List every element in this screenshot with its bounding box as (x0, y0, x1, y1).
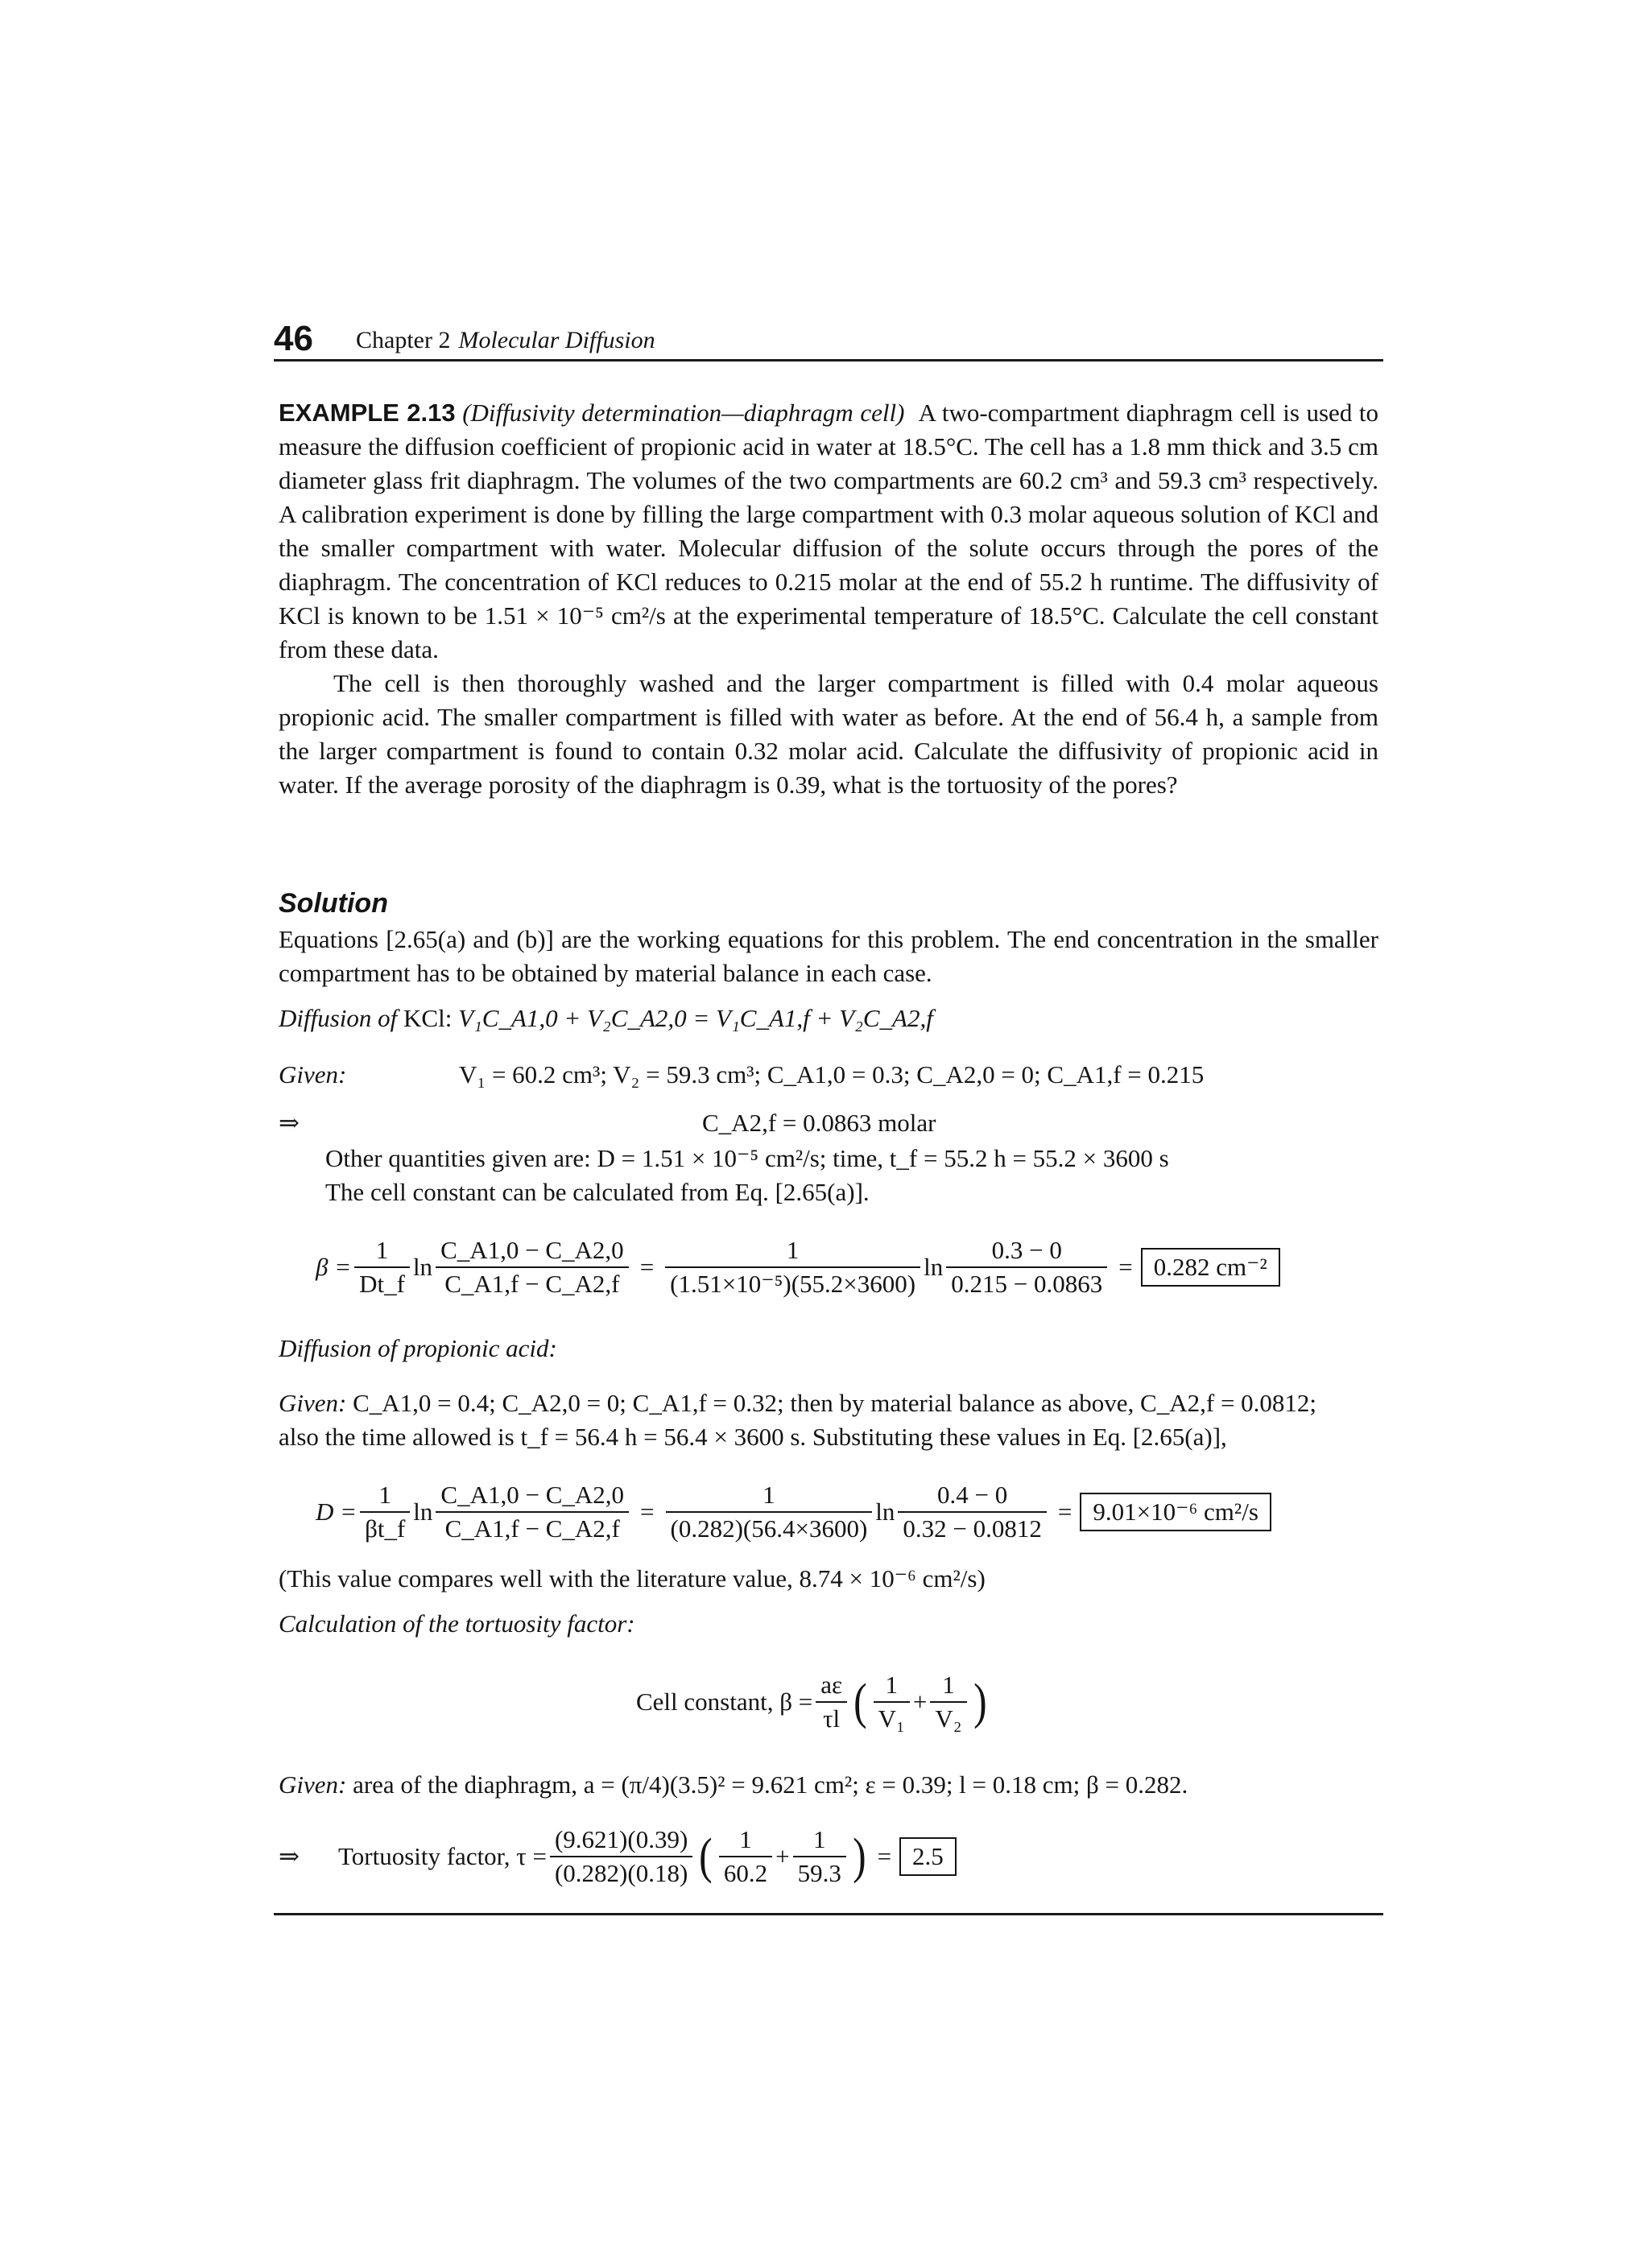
given-propionic-values-1: C_A1,0 = 0.4; C_A2,0 = 0; C_A1,f = 0.32; then by material balance as above, C_A2,f = 0.0812; (353, 1389, 1317, 1417)
cell-constant-equation (636, 1662, 990, 1742)
beta-num-1: 1 (354, 1234, 410, 1268)
given-propionic-line-2: also the time allowed is t_f = 56.4 h = 56.4 × 3600 s. Substituting these values in Eq. [2.65(a)], (279, 1423, 1227, 1451)
cc-n2: 1 (930, 1669, 966, 1703)
chapter-title: Molecular Diffusion (458, 327, 655, 353)
tau-fraction-v1 (719, 1824, 772, 1890)
beta-fraction-2 (436, 1234, 629, 1300)
tau-d2: 59.3 (797, 1859, 841, 1887)
cc-n1: 1 (874, 1669, 910, 1703)
implies-arrow: ⇒ (279, 1109, 300, 1137)
d-ln-2: ln (875, 1498, 895, 1526)
d-result-box: 9.01×10⁻⁶ cm²/s (1080, 1493, 1271, 1531)
tau-den: (0.282)(0.18) (554, 1859, 688, 1887)
d-ln-1: ln (413, 1498, 433, 1526)
d-num-3: 1 (666, 1479, 873, 1513)
implies-arrow-2: ⇒ (279, 1842, 300, 1870)
beta-ln-1: ln (412, 1253, 433, 1281)
tau-fraction-v2 (793, 1824, 846, 1890)
given-label: Given: (279, 1060, 347, 1089)
d-num-1: 1 (360, 1479, 410, 1513)
beta-lhs: β = (316, 1253, 352, 1281)
cell-constant-label: Cell constant, β = (636, 1688, 813, 1716)
tortuosity-heading-text: Calculation of the tortuosity factor: (279, 1609, 635, 1638)
kcl-label: Diffusion of (279, 1004, 398, 1032)
beta-result-box: 0.282 cm⁻² (1141, 1248, 1280, 1287)
beta-fraction-4 (946, 1234, 1107, 1300)
literature-note: (This value compares well with the literature value, 8.74 × 10⁻⁶ cm²/s) (279, 1564, 986, 1593)
d-equals-2: = (1057, 1498, 1072, 1526)
other-quantities: Other quantities given are: D = 1.51 × 10⁻⁵ cm²/s; time, t_f = 55.2 h = 55.2 × 3600 s (325, 1144, 1169, 1172)
given-area-values: area of the diaphragm, a = (π/4)(3.5)² = 9.621 cm²; ε = 0.39; l = 0.18 cm; β = 0.282. (353, 1770, 1188, 1799)
d-fraction-4 (898, 1479, 1046, 1545)
given-label-3: Given: (279, 1770, 347, 1799)
tau-plus: + (775, 1842, 790, 1870)
example-statement (279, 396, 1378, 802)
d-fraction-3 (666, 1479, 873, 1545)
given-propionic-line-1 (279, 1386, 1316, 1420)
kcl-species: KCl: (403, 1004, 453, 1032)
beta-fraction-1 (354, 1234, 410, 1300)
tau-result-box: 2.5 (899, 1837, 957, 1876)
tau-open-paren: ( (699, 1829, 713, 1884)
cc-den: τl (823, 1704, 841, 1733)
result-ca2f: C_A2,f = 0.0863 molar (702, 1109, 936, 1137)
cc-plus: + (912, 1688, 928, 1716)
solution-heading: Solution (279, 888, 388, 919)
tau-num: (9.621)(0.39) (550, 1824, 692, 1857)
example-title: (Diffusivity determination—diaphragm cell) (462, 399, 905, 427)
cc-close-paren: ) (973, 1675, 987, 1729)
beta-num-4: 0.3 − 0 (946, 1234, 1107, 1268)
example-paragraph-2: The cell is then thoroughly washed and the larger compartment is filled with 0.4 molar aqueous propionic acid. The smaller compartment is filled with water as before. At the end of 56.4 h, a sample from the larger compartment is found to contain 0.32 molar acid. Calculate the diffusivity of propionic acid in water. If the average porosity of the diaphragm is 0.39, what is the tortuosity of the pores? (279, 669, 1378, 799)
cc-fraction-main (816, 1669, 847, 1735)
footer-rule (274, 1913, 1383, 1915)
tortuosity-heading (279, 1607, 635, 1641)
given-kcl-values: V₁ = 60.2 cm³; V₂ = 59.3 cm³; C_A1,0 = 0.3; C_A2,0 = 0; C_A1,f = 0.215 (459, 1060, 1205, 1089)
given-kcl-line (279, 1058, 346, 1092)
beta-fraction-3 (665, 1234, 920, 1300)
beta-num-3: 1 (665, 1234, 920, 1268)
cc-fraction-v2 (930, 1669, 966, 1735)
d-den-4: 0.32 − 0.0812 (903, 1514, 1042, 1543)
chapter-label: Chapter 2 (356, 327, 451, 353)
tau-fraction-main (550, 1824, 692, 1890)
example-label: EXAMPLE 2.13 (279, 399, 456, 427)
tau-d1: 60.2 (723, 1859, 768, 1887)
beta-den-1: Dt_f (359, 1270, 405, 1298)
tau-n2: 1 (793, 1824, 846, 1857)
page-number: 46 (274, 319, 313, 358)
given-area-line (279, 1768, 1188, 1802)
tortuosity-label: Tortuosity factor, τ = (337, 1842, 547, 1870)
d-fraction-1 (360, 1479, 410, 1545)
diffusivity-equation (316, 1472, 1271, 1552)
kcl-balance: V₁C_A1,0 + V₂C_A2,0 = V₁C_A1,f + V₂C_A2,f (458, 1004, 933, 1032)
tortuosity-equation (279, 1816, 957, 1897)
d-equals-1: = (640, 1498, 655, 1526)
kcl-balance-line (279, 1002, 933, 1035)
beta-den-2: C_A1,f − C_A2,f (444, 1270, 620, 1298)
propionic-heading (279, 1332, 557, 1365)
cc-open-paren: ( (853, 1675, 867, 1729)
beta-equation (316, 1227, 1280, 1308)
d-den-2: C_A1,f − C_A2,f (444, 1514, 620, 1543)
d-fraction-2 (436, 1479, 629, 1545)
beta-den-3: (1.51×10⁻⁵)(55.2×3600) (670, 1270, 916, 1298)
d-den-3: (0.282)(56.4×3600) (670, 1514, 868, 1543)
d-den-1: βt_f (365, 1514, 406, 1543)
beta-den-4: 0.215 − 0.0863 (951, 1270, 1103, 1298)
cc-fraction-v1 (874, 1669, 910, 1735)
given-label-2: Given: (279, 1389, 347, 1417)
header-rule (274, 359, 1383, 361)
propionic-heading-text: Diffusion of propionic acid: (279, 1334, 557, 1362)
beta-num-2: C_A1,0 − C_A2,0 (436, 1234, 629, 1268)
cc-d2: V₂ (935, 1704, 962, 1733)
tau-n1: 1 (719, 1824, 772, 1857)
running-header (274, 319, 1383, 359)
cell-constant-text: The cell constant can be calculated from Eq. [2.65(a)]. (325, 1178, 870, 1206)
tau-equals: = (877, 1842, 892, 1870)
cc-num: aε (816, 1669, 847, 1703)
d-num-2: C_A1,0 − C_A2,0 (436, 1479, 629, 1513)
beta-ln-2: ln (924, 1253, 944, 1281)
solution-intro: Equations [2.65(a) and (b)] are the working equations for this problem. The end concentration in the smaller compartment has to be obtained by material balance in each case. (279, 925, 1378, 987)
beta-equals-1: = (639, 1253, 655, 1281)
beta-equals-2: = (1118, 1253, 1133, 1281)
chapter-reference (356, 326, 655, 355)
tau-close-paren: ) (852, 1829, 866, 1884)
example-paragraph-1: A two-compartment diaphragm cell is used to measure the diffusion coefficient of propionic acid in water at 18.5°C. The cell has a 1.8 mm thick and 3.5 cm diameter glass frit diaphragm. The volumes of the two compartments are 60.2 cm³ and 59.3 cm³ respectively. A calibration experiment is done by filling the large compartment with 0.3 molar aqueous solution of KCl and the smaller compartment with water. Molecular diffusion of the solute occurs through the pores of the diaphragm. The concentration of KCl reduces to 0.215 molar at the end of 55.2 h runtime. The diffusivity of KCl is known to be 1.51 × 10⁻⁵ cm²/s at the experimental temperature of 18.5°C. Calculate the cell constant from these data. (279, 399, 1378, 663)
d-lhs: D = (316, 1498, 357, 1526)
d-num-4: 0.4 − 0 (898, 1479, 1046, 1513)
cc-d1: V₁ (878, 1704, 905, 1733)
